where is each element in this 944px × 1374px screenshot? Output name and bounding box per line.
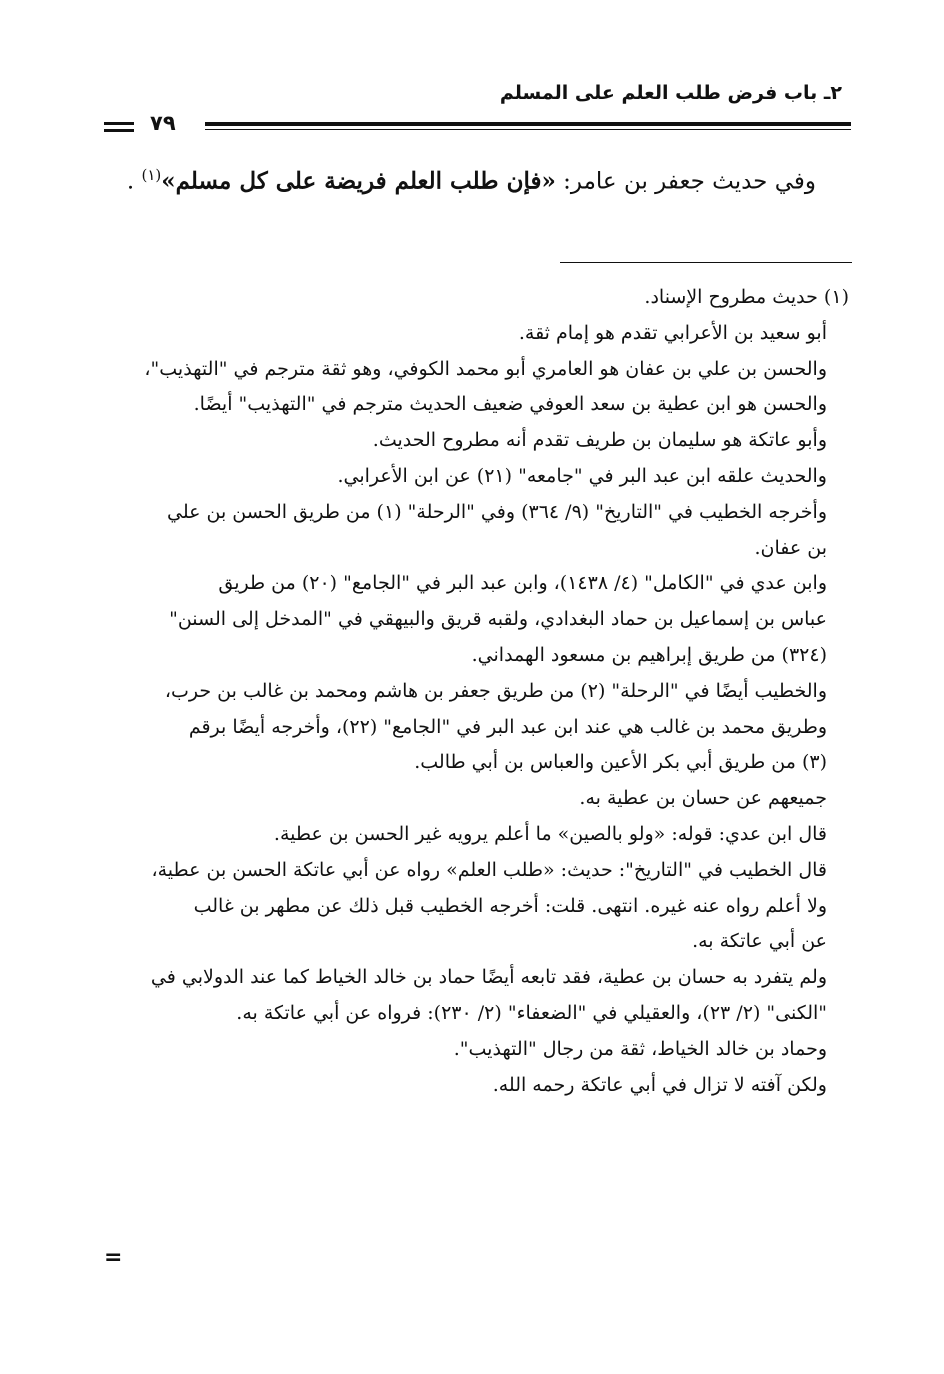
page-number: ٧٩ — [150, 111, 176, 135]
main-text — [126, 166, 816, 195]
footnote-separator — [560, 262, 852, 263]
footnote-line: قال ابن عدي: قوله: «ولو بالصين» ما أعلم يرويه غير الحسن بن عطية. — [273, 822, 827, 845]
footnotes — [119, 280, 849, 1103]
footnote-line: والحسن بن علي بن عفان هو العامري أبو محمد الكوفي، وهو ثقة مترجم في "التهذيب"، — [144, 357, 827, 380]
header-rule-thin — [205, 129, 851, 130]
footnote-reference: (١) — [141, 166, 162, 184]
footnote-line: وأخرجه الخطيب في "التاريخ" (٩/ ٣٦٤) وفي "الرحلة" (١) من طريق الحسن بن علي — [167, 500, 827, 523]
footnote-line: (١) حديث مطروح الإسناد. — [644, 286, 849, 308]
footnote-line: وطريق محمد بن غالب هي عند ابن عبد البر في "الجامع" (٢٢)، وأخرجه أيضًا برقم — [188, 715, 827, 738]
footnote-line: أبو سعيد بن الأعرابي تقدم هو إمام ثقة. — [518, 321, 827, 344]
chapter-title: ٢ـ باب فرض طلب العلم على المسلم — [499, 82, 842, 104]
footnote-line: ولم يتفرد به حسان بن عطية، فقد تابعه أيضًا حماد بن خالد الخياط كما عند الدولابي في — [150, 966, 827, 989]
main-intro: وفي حديث جعفر بن عامر: — [555, 168, 816, 195]
header-rule-thick — [205, 122, 851, 126]
footnote-line: عن أبي عاتكة به. — [692, 930, 827, 953]
footnote-line: والحسن هو ابن عطية بن سعد العوفي ضعيف الحديث مترجم في "التهذيب" أيضًا. — [193, 393, 827, 416]
page-number-dash-top — [104, 122, 134, 125]
footnote-line: والحديث علقه ابن عبد البر في "جامعه" (٢١) عن ابن الأعرابي. — [337, 464, 827, 487]
footnote-line: (٣) من طريق أبي بكر الأعين والعباس بن أبي طالب. — [414, 751, 827, 774]
footnote-line: عباس بن إسماعيل بن حماد البغدادي، ولقبه قريق والبيهقي في "المدخل إلى السنن" — [169, 608, 827, 631]
hadith-quote: «فإن طلب العلم فريضة على كل مسلم» — [161, 167, 556, 195]
footnote-line: جميعهم عن حسان بن عطية به. — [579, 787, 827, 810]
footnote-line: والخطيب أيضًا في "الرحلة" (٢) من طريق جعفر بن هاشم ومحمد بن غالب بن حرب، — [164, 679, 827, 702]
footnote-line: وحماد بن خالد الخياط، ثقة من رجال "التهذيب". — [453, 1037, 827, 1060]
footnote-line: (٣٢٤) من طريق إبراهيم بن مسعود الهمداني. — [471, 643, 827, 666]
footnote-line: وأبو عاتكة هو سليمان بن طريف تقدم أنه مطروح الحديث. — [372, 429, 827, 452]
footnote-line: ولكن آفته لا تزال في أبي عاتكة رحمه الله. — [492, 1073, 827, 1096]
footnote-line: وابن عدي في "الكامل" (٤/ ١٤٣٨)، وابن عبد البر في "الجامع" (٢٠) من طريق — [218, 572, 827, 595]
footnote-line: ولا أعلم رواه عنه غيره. انتهى. قلت: أخرجه الخطيب قبل ذلك عن مطهر بن غالب — [193, 894, 827, 917]
footnote-line: بن عفان. — [754, 536, 827, 559]
footnote-line: "الكنى" (٢/ ٢٣)، والعقيلي في "الضعفاء" (٢/ ٢٣٠): فرواه عن أبي عاتكة به. — [236, 1001, 827, 1024]
main-end: . — [126, 168, 142, 195]
footnote-line: قال الخطيب في "التاريخ": حديث: «طلب العلم» رواه عن أبي عاتكة الحسن بن عطية، — [151, 858, 827, 881]
continuation-mark: = — [104, 1245, 123, 1270]
page-number-dash-bottom — [104, 129, 134, 132]
